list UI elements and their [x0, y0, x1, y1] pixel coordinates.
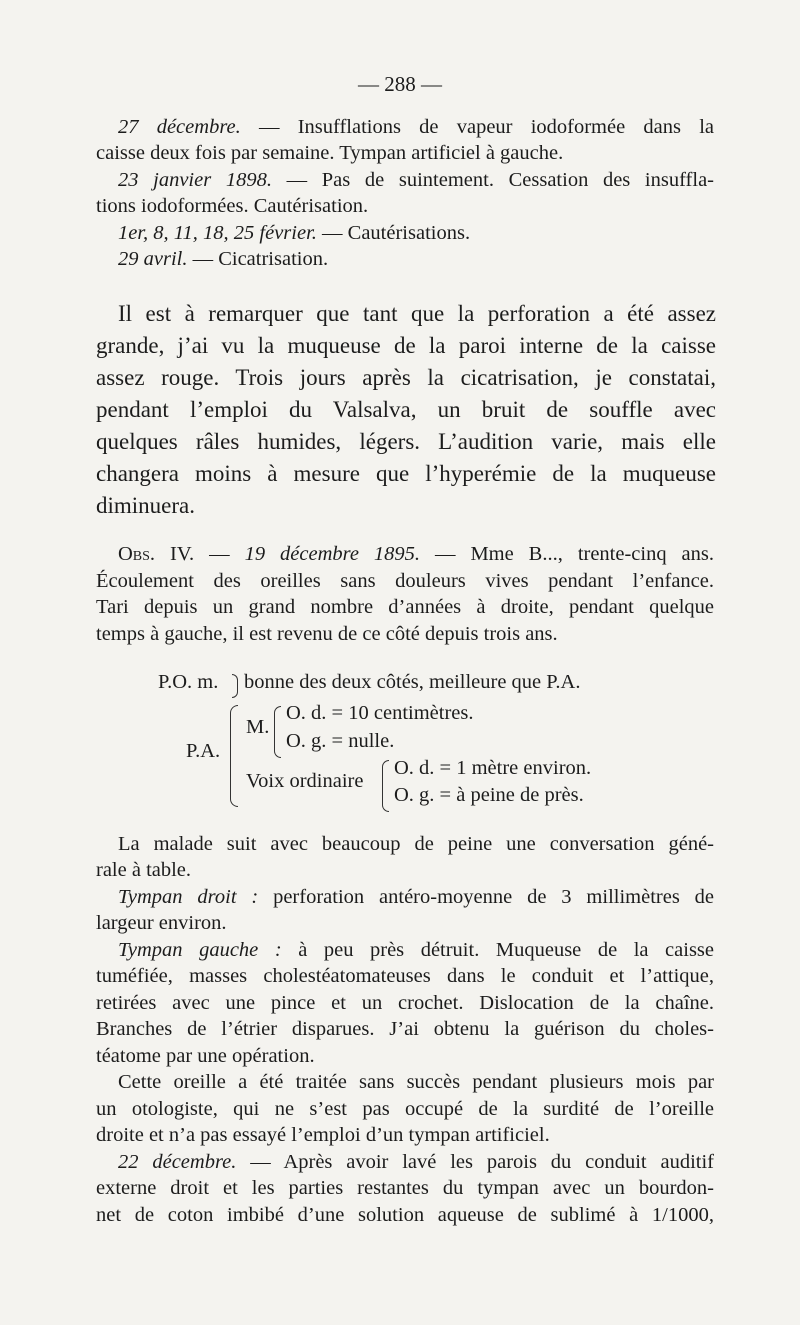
tympan-gauche: Tympan gauche : à peu près détruit. Muqueuse de la caisse — [118, 939, 715, 961]
para-line: largeur environ. — [96, 912, 227, 934]
brace — [232, 674, 238, 698]
entry-2: 23 janvier 1898. — Pas de suintement. Cessation des insuffla- — [118, 169, 714, 191]
entry-4: 29 avril. — Cicatrisation. — [118, 248, 329, 270]
tympan-droit — [96, 884, 714, 911]
para-line: un otologiste, qui ne s’est pas occupé de la surdité de l’oreille — [96, 1098, 714, 1120]
para-line: droite et n’a pas essayé l’emploi d’un tympan artificiel. — [96, 1124, 550, 1146]
m-label: M. — [246, 716, 270, 738]
observation-line: temps à gauche, il est revenu de ce côté depuis trois ans. — [96, 623, 558, 645]
observation-heading: Obs. IV. — 19 décembre 1895. — Mme B..., trente-cinq ans. — [118, 543, 715, 565]
m-og: O. g. = nulle. — [286, 730, 395, 752]
remark-line: changera moins à mesure que l’hyperémie de la muqueuse — [96, 461, 716, 486]
entry-1-cont: caisse deux fois par semaine. Tympan artificiel à gauche. — [96, 142, 564, 164]
observation-line: Écoulement des oreilles sans douleurs vives pendant l’enfance. — [96, 570, 714, 592]
remark-line: diminuera. — [96, 493, 195, 518]
para-line: retirées avec une pince et un crochet. Dislocation de la chaîne. — [96, 992, 714, 1014]
remark-line: grande, j’ai vu la muqueuse de la paroi interne de la caisse — [96, 333, 716, 358]
para-line: Branches de l’étrier disparues. J’ai obtenu la guérison du choles- — [96, 1018, 714, 1040]
pom-text: bonne des deux côtés, meilleure que P.A. — [244, 671, 581, 693]
remark-line: quelques râles humides, légers. L’audition varie, mais elle — [96, 429, 716, 454]
para-line: externe droit et les parties restantes du tympan avec un bourdon- — [96, 1177, 714, 1199]
para-line: téatome par une opération. — [96, 1045, 315, 1067]
entry-2-cont: tions iodoformées. Cautérisation. — [96, 195, 369, 217]
remark-line: pendant l’emploi du Valsalva, un bruit de souffle avec — [96, 397, 716, 422]
brace — [274, 706, 281, 758]
para-line: Cette oreille a été traitée sans succès pendant plusieurs mois par — [118, 1071, 714, 1093]
observation-line: Tari depuis un grand nombre d’années à droite, pendant quelque — [96, 596, 714, 618]
tympan-droit-text: perforation antéro-moyenne de 3 millimètres de — [258, 886, 715, 908]
para-line: rale à table. — [96, 859, 192, 881]
dec22-line: 22 décembre. — Après avoir lavé les parois du conduit auditif — [118, 1151, 714, 1173]
para-line: La malade suit avec beaucoup de peine une conversation géné- — [118, 833, 714, 855]
entry-1: 27 décembre. — Insufflations de vapeur iodoformée dans la — [118, 116, 714, 138]
pom-label: P.O. m. — [158, 671, 219, 693]
voix-label: Voix ordinaire — [246, 770, 364, 792]
para-line: tuméfiée, masses cholestéatomateuses dans le conduit et l’attique, — [96, 965, 714, 987]
remark-line: Il est à remarquer que tant que la perforation a été assez — [118, 301, 716, 326]
entry-3: 1er, 8, 11, 18, 25 février. — Cautérisations. — [118, 222, 471, 244]
brace — [230, 705, 238, 807]
page-number: — 288 — — [358, 72, 442, 96]
v-og: O. g. = à peine de près. — [394, 784, 584, 806]
pa-label: P.A. — [186, 740, 221, 762]
tympan-droit-label: Tympan droit : — [118, 886, 259, 908]
remark-line: assez rouge. Trois jours après la cicatrisation, je constatai, — [96, 365, 716, 390]
m-od: O. d. = 10 centimètres. — [286, 702, 474, 724]
v-od: O. d. = 1 mètre environ. — [394, 757, 592, 779]
para-line: net de coton imbibé d’une solution aqueuse de sublimé à 1/1000, — [96, 1204, 714, 1226]
brace — [382, 760, 389, 812]
